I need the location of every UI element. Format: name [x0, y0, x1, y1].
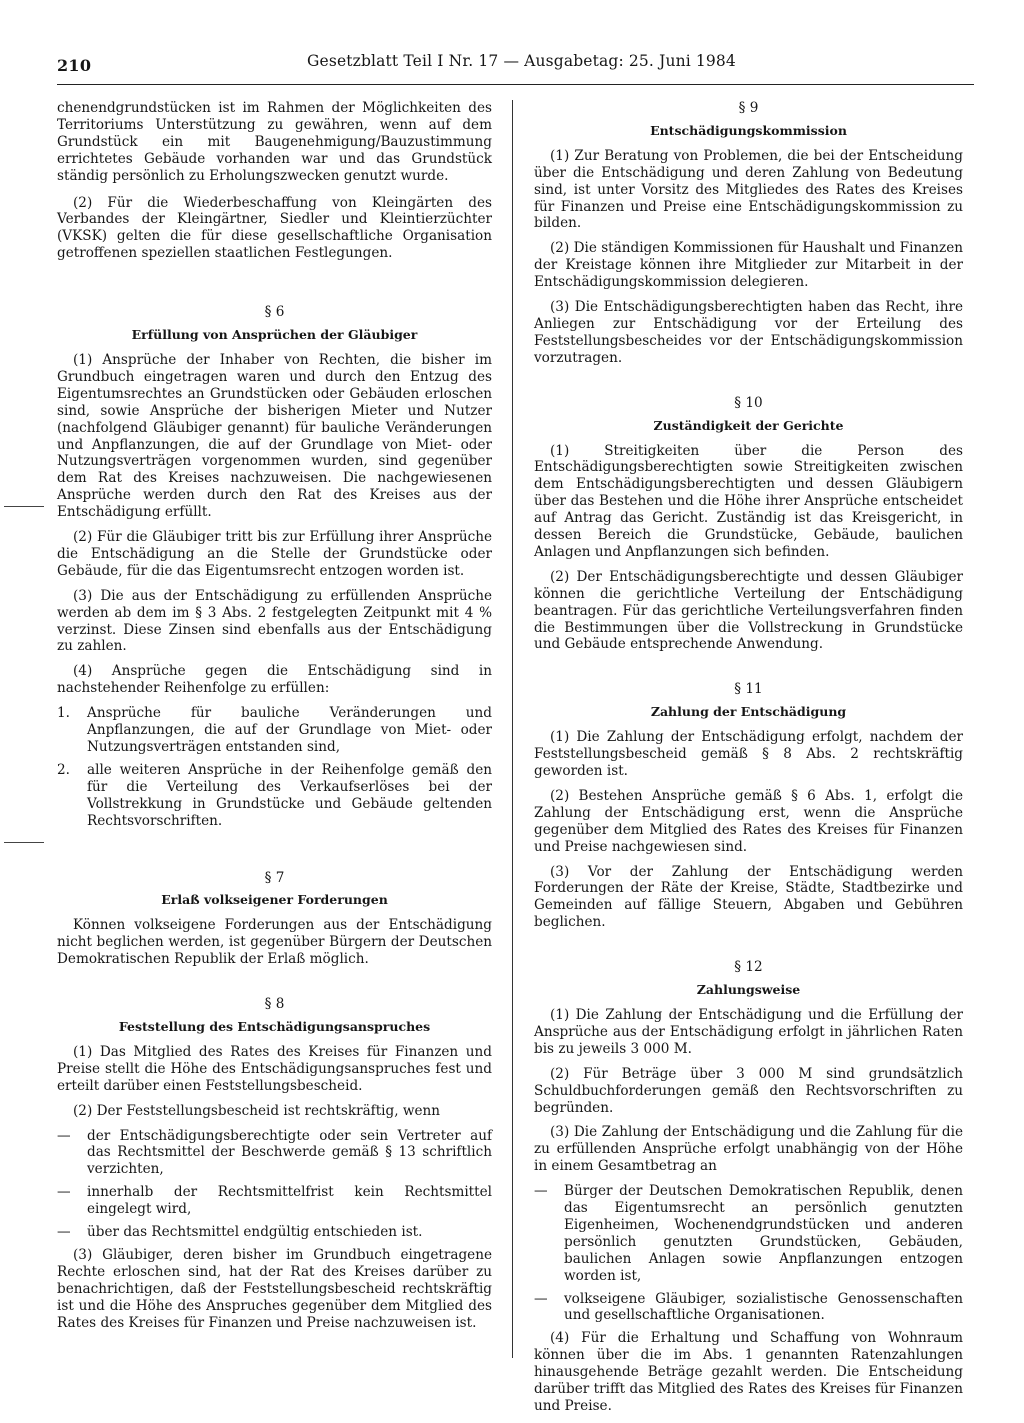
dash-text: über das Rechtsmittel endgültig entschieden ist. — [87, 1224, 423, 1241]
paragraph: (1) Die Zahlung der Entschädigung erfolgt, nachdem der Feststellungsbescheid gemäß § 8 Abs. 2 rechtskräftig geworden ist. — [534, 729, 963, 779]
page-number: 210 — [57, 56, 92, 75]
dash-marker: — — [57, 1127, 71, 1144]
paragraph: (4) Für die Erhaltung und Schaffung von Wohnraum können über die im Abs. 1 genannten Ratenzahlungen hinausgehende Beträge gezahlt werden. Die Entscheidung darüber trifft das Mitglied des Rates des Kreises für Finanzen und Preise. — [534, 1330, 963, 1414]
dash-item — [57, 1128, 492, 1179]
paragraph: (1) Ansprüche der Inhaber von Rechten, die bisher im Grundbuch eingetragen waren und durch den Entzug des Eigentumsrechtes an Grundstücken oder Gebäuden erloschen sind, sowie Ansprüche der bisherigen Mieter und Nutzer (nachfolgend Gläubiger genannt) für bauliche Veränderungen und Anpflanzungen, die auf der Grundlage von Miet- oder Nutzungsverträgen vorgenommen wurden, sind gegenüber dem Rat des Kreises nachzuweisen. Die nachgewiesenen Ansprüche werden durch den Rat des Kreises aus der Entschädigung erfüllt. — [57, 351, 492, 521]
paragraph: (2) Für die Gläubiger tritt bis zur Erfüllung ihrer Ansprüche die Entschädigung an die Stelle der Grundstücke oder Gebäude, für die das Eigentumsrecht entzogen worden ist. — [57, 529, 492, 579]
dash-text: volkseigene Gläubiger, sozialistische Genossenschaften und gesellschaftliche Organisationen. — [564, 1290, 963, 1324]
section-title: Feststellung des Entschädigungsanspruches — [118, 1018, 431, 1034]
paragraph: (2) Der Feststellungsbescheid ist rechtskräftig, wenn — [73, 1102, 441, 1119]
running-title: Gesetzblatt Teil I Nr. 17 — Ausgabetag: 25. Juni 1984 — [307, 52, 736, 70]
dash-item — [57, 1184, 492, 1218]
paragraph: (1) Das Mitglied des Rates des Kreises für Finanzen und Preise stellt die Höhe des Entschädigungsanspruches fest und erteilt darüber einen Feststellungsbescheid. — [57, 1043, 492, 1094]
paragraph: (2) Der Entschädigungsberechtigte und dessen Gläubiger können die gerichtliche Verteilung der Entschädigung beantragen. Für das gerichtliche Verteilungsverfahren finden die Bestimmungen über die Vollstreckung in Grundstücke und Gebäude entsprechende Anwendung. — [534, 568, 963, 653]
paragraph: (3) Die Entschädigungsberechtigten haben das Recht, ihre Anliegen zur Entschädigung vor der Erteilung des Feststellungsbescheides vor der Entschädigungskommission vorzutragen. — [534, 299, 963, 366]
margin-mark — [4, 506, 44, 507]
paragraph: (3) Die Zahlung der Entschädigung und die Zahlung für die zu erfüllenden Ansprüche erfolgt unabhängig von der Höhe in einem Gesamtbetrag an — [534, 1124, 963, 1175]
margin-mark — [4, 842, 44, 843]
section-title: Zahlung der Entschädigung — [650, 704, 847, 720]
list-item — [57, 705, 492, 756]
paragraph: (2) Für Beträge über 3 000 M sind grundsätzlich Schuldbuchforderungen gemäß den Rechtsvorschriften zu begründen. — [534, 1065, 963, 1116]
section-number: § 7 — [264, 869, 285, 886]
paragraph: (1) Zur Beratung von Problemen, die bei der Entscheidung über die Entschädigung und deren Zahlung von Bedeutung sind, ist unter Vorsitz des Mitgliedes des Rates des Kreises für Finanzen und Preise eine Entschädigungskommission zu bilden. — [534, 147, 963, 232]
section-title: Zahlungsweise — [696, 982, 801, 998]
paragraph: (3) Gläubiger, deren bisher im Grundbuch eingetragene Rechte erloschen sind, hat der Rat des Kreises darüber zu benachrichtigen, daß der Feststellungsbescheid rechtskräftig ist und die Höhe des Anspruches gegenüber dem Mitglied des Rates des Kreises für Finanzen und Preise nachzuweisen ist. — [57, 1246, 492, 1331]
paragraph: (3) Vor der Zahlung der Entschädigung werden Forderungen der Räte der Kreise, Städte, Stadtbezirke und Gemeinden auf fällige Steuern, Abgaben und Gebühren beglichen. — [534, 863, 963, 931]
section-title: Erfüllung von Ansprüchen der Gläubiger — [131, 327, 418, 343]
section-number: § 11 — [734, 681, 763, 698]
section-title: Zuständigkeit der Gerichte — [653, 417, 844, 433]
left-column — [57, 100, 492, 1339]
section-number: § 12 — [734, 959, 763, 976]
section-title: Erlaß volkseigener Forderungen — [161, 892, 388, 908]
dash-item — [534, 1291, 963, 1325]
section-number: § 9 — [738, 100, 759, 116]
dash-marker: — — [534, 1183, 548, 1200]
dash-item — [57, 1224, 492, 1241]
section-number: § 6 — [264, 304, 285, 321]
list-text: Ansprüche für bauliche Veränderungen und Anpflanzungen, die auf der Grundlage von Miet- oder Nutzungsverträgen entstanden sind, — [87, 705, 492, 755]
list-marker: 1. — [57, 705, 70, 722]
dash-marker: — — [57, 1184, 71, 1201]
page-header — [57, 48, 974, 85]
paragraph: (1) Streitigkeiten über die Person des Entschädigungsberechtigten sowie Streitigkeiten zwischen dem Entschädigungsberechtigten und dessen Gläubigern über das Bestehen und die Höhe ihrer Ansprüche entscheidet auf Antrag das Gericht. Zuständig ist das Kreisgericht, in dessen Bereich die Grundstücke, Gebäude, baulichen Anlagen und Anpflanzungen sich befinden. — [534, 442, 963, 560]
list-item — [57, 762, 492, 830]
paragraph: (1) Die Zahlung der Entschädigung und die Erfüllung der Ansprüche aus der Entschädigung erfolgt in jährlichen Raten bis zu jeweils 3 000 M. — [534, 1006, 963, 1057]
dash-item — [534, 1183, 963, 1284]
paragraph: (4) Ansprüche gegen die Entschädigung sind in nachstehender Reihenfolge zu erfüllen: — [57, 663, 492, 697]
dash-marker: — — [57, 1224, 71, 1241]
list-text: alle weiteren Ansprüche in der Reihenfolge gemäß den für die Verteilung des Verkaufserlöses bei der Vollstrekkung in Grundstücke und Gebäude geltenden Rechtsvorschriften. — [87, 761, 492, 829]
section-number: § 10 — [734, 394, 763, 411]
continued-paragraph: chenendgrundstücken ist im Rahmen der Möglichkeiten des Territoriums Unterstützung zu gewähren, wenn auf dem Grundstück ein mit Baugenehmigung/Bauzustimmung errichtetes Gebäude vorhanden war und das Grundstück ständig persönlich zu Erholungszwecken genutzt wurde. — [57, 100, 492, 184]
paragraph: (2) Die ständigen Kommissionen für Haushalt und Finanzen der Kreistage können ihre Mitglieder zur Mitarbeit in der Entschädigungskommission delegieren. — [534, 240, 963, 291]
section-number: § 8 — [264, 996, 285, 1013]
paragraph: (2) Bestehen Ansprüche gemäß § 6 Abs. 1, erfolgt die Zahlung der Entschädigung erst, wenn die Ansprüche gegenüber dem Mitglied des Rates des Kreises für Finanzen und Preise nachgewiesen sind. — [534, 787, 963, 855]
dash-marker: — — [534, 1290, 548, 1307]
dash-text: innerhalb der Rechtsmittelfrist kein Rechtsmittel eingelegt wird, — [87, 1184, 492, 1218]
paragraph: (2) Für die Wiederbeschaffung von Kleingärten des Verbandes der Kleingärtner, Siedler und Kleintierzüchter (VKSK) gelten die für diese gesellschaftliche Organisation getroffenen speziellen staatlichen Festlegungen. — [57, 194, 492, 262]
dash-text: der Entschädigungsberechtigte oder sein Vertreter auf das Rechtsmittel der Beschwerde gemäß § 13 schriftlich verzichten, — [87, 1127, 492, 1178]
paragraph: (3) Die aus der Entschädigung zu erfüllenden Ansprüche werden ab dem im § 3 Abs. 2 festgelegten Zeitpunkt mit 4 % verzinst. Diese Zinsen sind ebenfalls aus der Entschädigung zu zahlen. — [57, 587, 492, 655]
list-marker: 2. — [57, 761, 70, 778]
column-divider — [512, 100, 513, 1358]
dash-text: Bürger der Deutschen Demokratischen Republik, denen das Eigentumsrecht an persönlich genutzten Eigenheimen, Wochenendgrundstücken und anderen persönlich genutzten Grundstücken, Gebäuden, baulichen Anlagen sowie Anpflanzungen entzogen worden ist, — [564, 1183, 963, 1284]
right-column — [534, 100, 963, 1423]
section-title: Entschädigungskommission — [650, 122, 847, 138]
paragraph: Können volkseigene Forderungen aus der Entschädigung nicht beglichen werden, ist gegenüber Bürgern der Deutschen Demokratischen Republik der Erlaß möglich. — [57, 917, 492, 968]
